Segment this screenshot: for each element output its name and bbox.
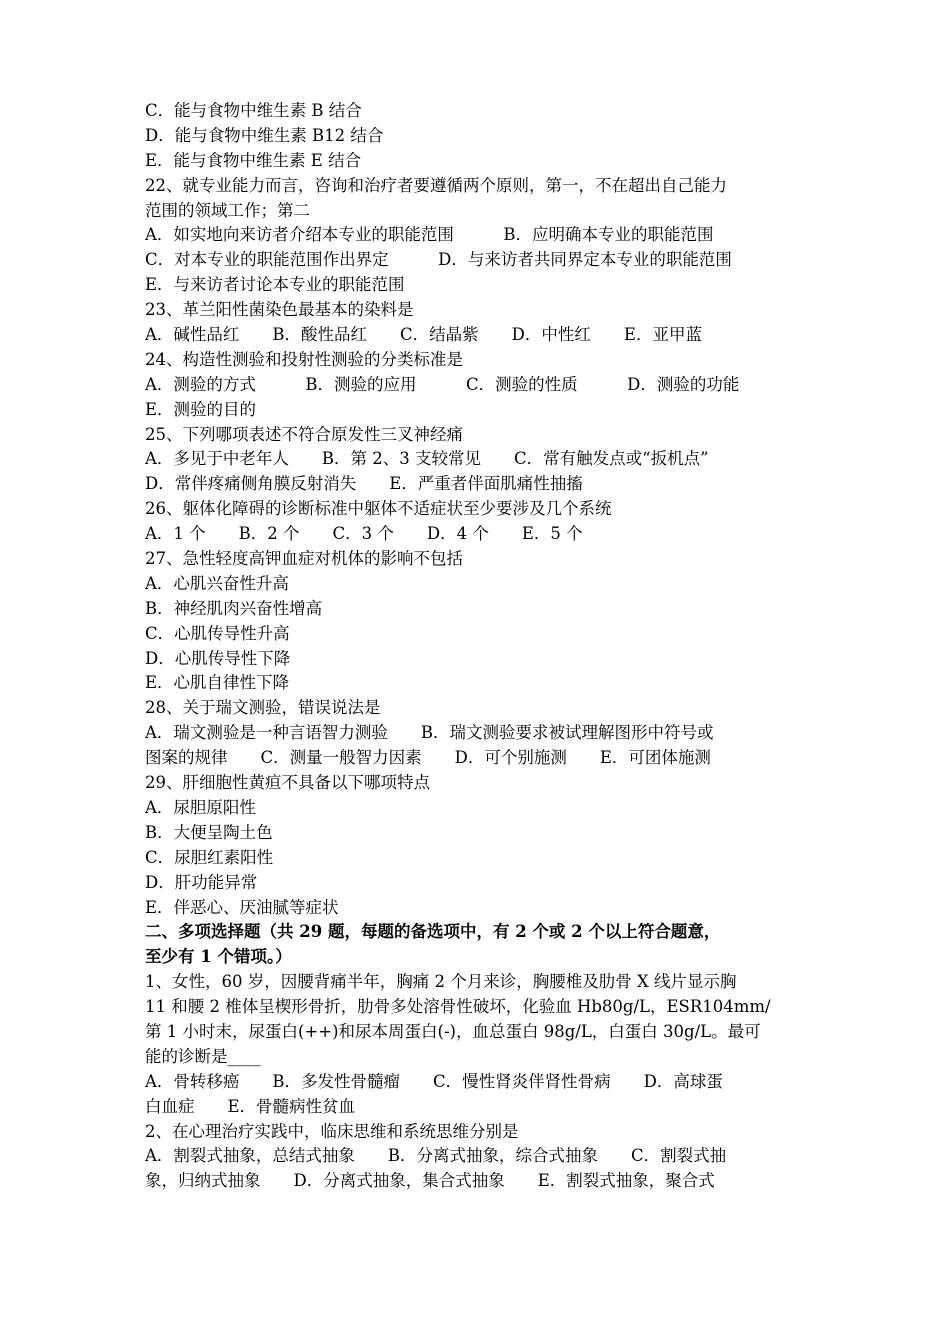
text-line: E．伴恶心、厌油腻等症状	[145, 897, 339, 917]
text-line: C．能与食物中维生素 B 结合	[145, 101, 362, 120]
text-line: D．常伴疼痛侧角膜反射消失 E．严重者伴面肌痛性抽搐	[145, 474, 583, 494]
text-line: 2、在心理治疗实践中，临床思维和系统思维分别是	[145, 1121, 519, 1141]
text-line: 29、肝细胞性黄疸不具备以下哪项特点	[145, 773, 430, 793]
text-line: 象，归纳式抽象 D．分离式抽象，集合式抽象 E．割裂式抽象，聚合式	[145, 1171, 715, 1191]
text-line: 25、下列哪项表述不符合原发性三叉神经痛	[145, 424, 463, 444]
section-heading-line: 至少有 1 个错项。）	[145, 947, 292, 967]
text-line: A．骨转移癌 B．多发性骨髓瘤 C．慢性肾炎伴肾性骨病 D．高球蛋	[145, 1071, 723, 1091]
text-line: A．如实地向来访者介绍本专业的职能范围 B．应明确本专业的职能范围	[145, 225, 714, 245]
text-line: A．心肌兴奋性升高	[145, 573, 289, 593]
text-line: A．尿胆原阳性	[145, 797, 256, 817]
text-line: A．瑞文测验是一种言语智力测验 B．瑞文测验要求被试理解图形中符号或	[145, 723, 714, 743]
text-line: 1、女性，60 岁，因腰背痛半年，胸痛 2 个月来诊，胸腰椎及肋骨 X 线片显示胸	[145, 972, 737, 992]
text-line: 白血症 E．骨髓病性贫血	[145, 1096, 356, 1116]
text-line: D．肝功能异常	[145, 872, 258, 892]
text-line: C．尿胆红素阳性	[145, 847, 274, 867]
text-line: A．碱性品红 B．酸性品红 C．结晶紫 D．中性红 E．亚甲蓝	[145, 325, 702, 345]
text-line: B．大便呈陶土色	[145, 822, 273, 842]
text-line: A．1 个 B．2 个 C．3 个 D．4 个 E．5 个	[145, 524, 583, 544]
text-line: E．心肌自律性下降	[145, 673, 290, 693]
document-body	[145, 99, 815, 1194]
text-line: 第 1 小时末，尿蛋白(++)和尿本周蛋白(-)，血总蛋白 98g/L，白蛋白 30g/L。最可	[145, 1021, 761, 1041]
text-line: E．测验的目的	[145, 399, 257, 419]
text-line: B．神经肌肉兴奋性增高	[145, 598, 323, 618]
text-line: 能的诊断是____	[145, 1046, 261, 1066]
text-line: 范围的领域工作；第二	[145, 200, 310, 220]
text-line: 图案的规律 C．测量一般智力因素 D．可个别施测 E．可团体施测	[145, 748, 711, 768]
text-line: C．心肌传导性升高	[145, 623, 290, 643]
text-line: A．多见于中老年人 B．第 2、3 支较常见 C．常有触发点或“扳机点”	[145, 449, 709, 469]
text-line: 26、躯体化障碍的诊断标准中躯体不适症状至少要涉及几个系统	[145, 499, 612, 519]
text-line: D．心肌传导性下降	[145, 648, 291, 668]
text-line: E．能与食物中维生素 E 结合	[145, 150, 362, 170]
text-line: A．割裂式抽象，总结式抽象 B．分离式抽象，综合式抽象 C．割裂式抽	[145, 1146, 727, 1166]
text-line: 11 和腰 2 椎体呈楔形骨折，肋骨多处溶骨性破坏，化验血 Hb80g/L，ESR104mm/	[145, 997, 771, 1017]
section-heading-line: 二、多项选择题（共 29 题，每题的备选项中，有 2 个或 2 个以上符合题意，	[145, 922, 721, 942]
text-line: A．测验的方式 B．测验的应用 C．测验的性质 D．测验的功能	[145, 374, 740, 394]
text-line: C．对本专业的职能范围作出界定 D．与来访者共同界定本专业的职能范围	[145, 250, 732, 270]
text-line: D．能与食物中维生素 B12 结合	[145, 125, 384, 145]
text-line: 27、急性轻度高钾血症对机体的影响不包括	[145, 549, 463, 569]
text-line: 28、关于瑞文测验，错误说法是	[145, 698, 381, 718]
text-line: 24、构造性测验和投射性测验的分类标准是	[145, 349, 463, 369]
text-line: E．与来访者讨论本专业的职能范围	[145, 275, 405, 295]
text-line: 22、就专业能力而言，咨询和治疗者要遵循两个原则，第一，不在超出自己能力	[145, 175, 727, 195]
text-line: 23、革兰阳性菌染色最基本的染料是	[145, 300, 414, 320]
